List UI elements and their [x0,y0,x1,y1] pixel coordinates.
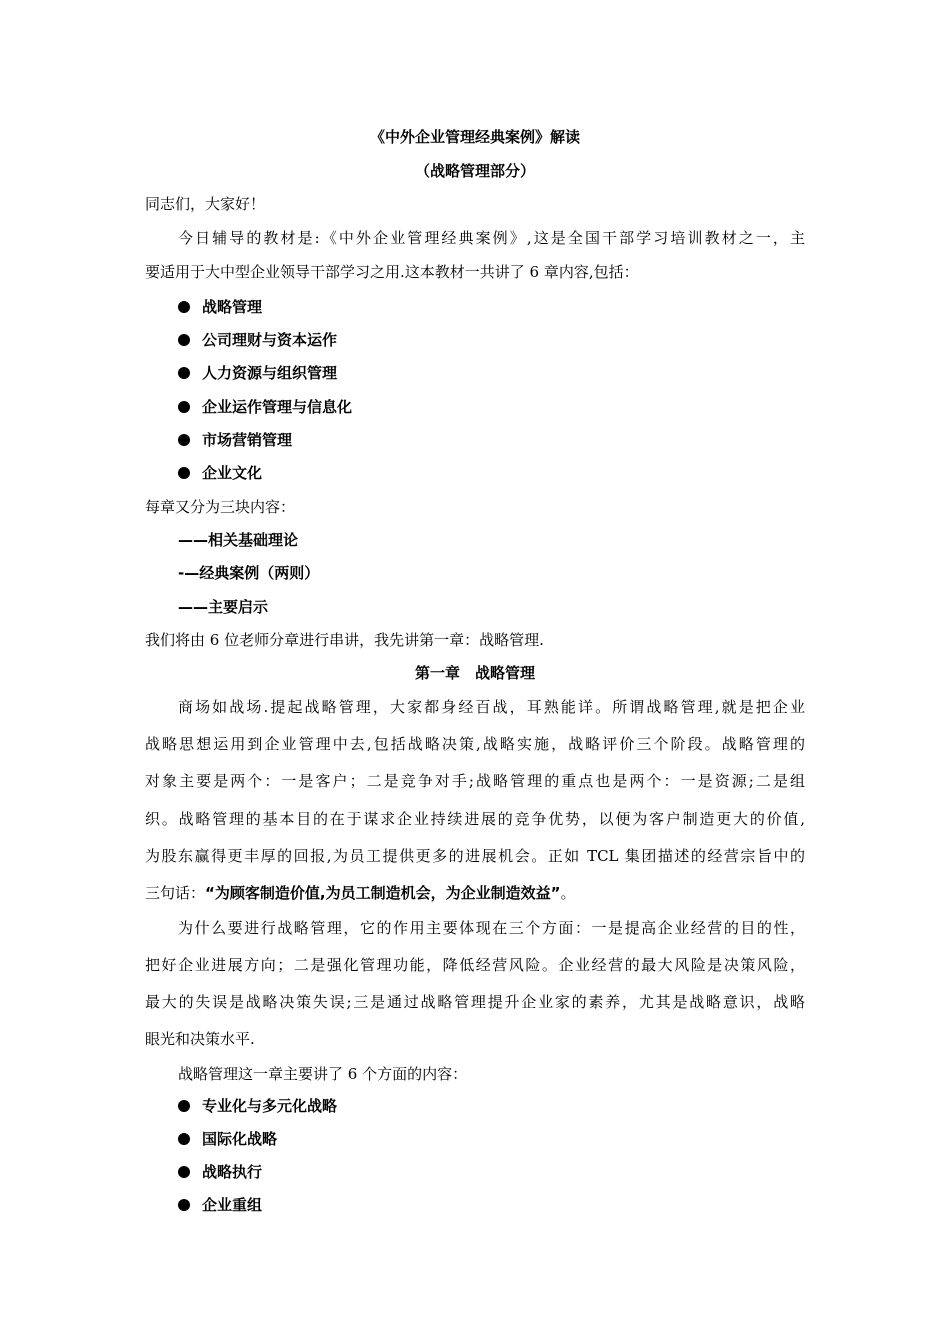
topic-list-item: 专业化与多元化战略 [178,1096,337,1116]
chapter-list-item: 企业文化 [178,463,262,483]
chapter-list-item: 人力资源与组织管理 [178,363,337,383]
paragraph-line: 商场如战场.提起战略管理，大家都身经百战，耳熟能详。所谓战略管理,就是把企业 [178,698,805,716]
part-list-item: -—经典案例（两则） [178,564,320,582]
paragraph-line: 把好企业进展方向；二是强化管理功能，降低经营风险。企业经营的最大风险是决策风险， [145,956,805,974]
chapter-list-item: 战略管理 [178,297,262,317]
document-subtitle: （战略管理部分） [414,162,535,180]
paragraph-line: 对象主要是两个：一是客户；二是竞争对手;战略管理的重点也是两个：一是资源;二是组 [145,772,805,790]
chapter-list-item: 公司理财与资本运作 [178,330,337,350]
chapter-list-item: 市场营销管理 [178,430,292,450]
paragraph-line: 为什么要进行战略管理，它的作用主要体现在三个方面：一是提高企业经营的目的性， [178,919,805,937]
topics-intro-text: 战略管理这一章主要讲了 6 个方面的内容： [178,1065,468,1083]
bullet-icon [178,434,190,446]
part-list-item: ——主要启示 [178,598,269,616]
intro-paragraph-line: 要适用于大中型企业领导干部学习之用.这本教材一共讲了 6 章内容,包括： [145,263,639,281]
topic-list-item: 战略执行 [178,1162,262,1182]
bullet-icon [178,1199,190,1211]
bullet-icon [178,401,190,413]
paragraph-line: 为股东赢得更丰厚的回报,为员工提供更多的进展机会。正如 TCL 集团描述的经营宗旨中的 [145,847,805,865]
paragraph-line: 织。战略管理的基本目的在于谋求企业持续进展的竞争优势，以便为客户制造更大的价值, [145,810,805,828]
document-title: 《中外企业管理经典案例》解读 [369,128,580,146]
paragraph-line: 战略思想运用到企业管理中去,包括战略决策,战略实施，战略评价三个阶段。战略管理的 [145,735,805,753]
topic-list-item: 国际化战略 [178,1129,277,1149]
lecture-note-text: 我们将由 6 位老师分章进行串讲，我先讲第一章：战略管理. [145,631,544,649]
topic-list-item: 企业重组 [178,1195,262,1215]
paragraph-line: 三句话：“为顾客制造价值,为员工制造机会，为企业制造效益”。 [145,884,576,902]
bullet-icon [178,301,190,313]
paragraph-line: 最大的失误是战略决策失误;三是通过战略管理提升企业家的素养，尤其是战略意识，战略 [145,993,805,1011]
chapter-list-item: 企业运作管理与信息化 [178,397,352,417]
bullet-icon [178,334,190,346]
bullet-icon [178,1166,190,1178]
bullet-icon [178,1100,190,1112]
paragraph-line: 眼光和决策水平. [145,1030,255,1048]
chapter-heading: 第一章 战略管理 [414,664,535,682]
part-list-item: ——相关基础理论 [178,531,299,549]
intro-paragraph-line: 今日辅导的教材是:《中外企业管理经典案例》,这是全国干部学习培训教材之一，主 [178,229,805,247]
bullet-icon [178,367,190,379]
tcl-motto-quote: “为顾客制造价值,为员工制造机会，为企业制造效益” [205,884,561,902]
greeting-text: 同志们，大家好！ [145,195,266,213]
bullet-icon [178,1133,190,1145]
bullet-icon [178,467,190,479]
parts-intro-text: 每章又分为三块内容： [145,498,296,516]
